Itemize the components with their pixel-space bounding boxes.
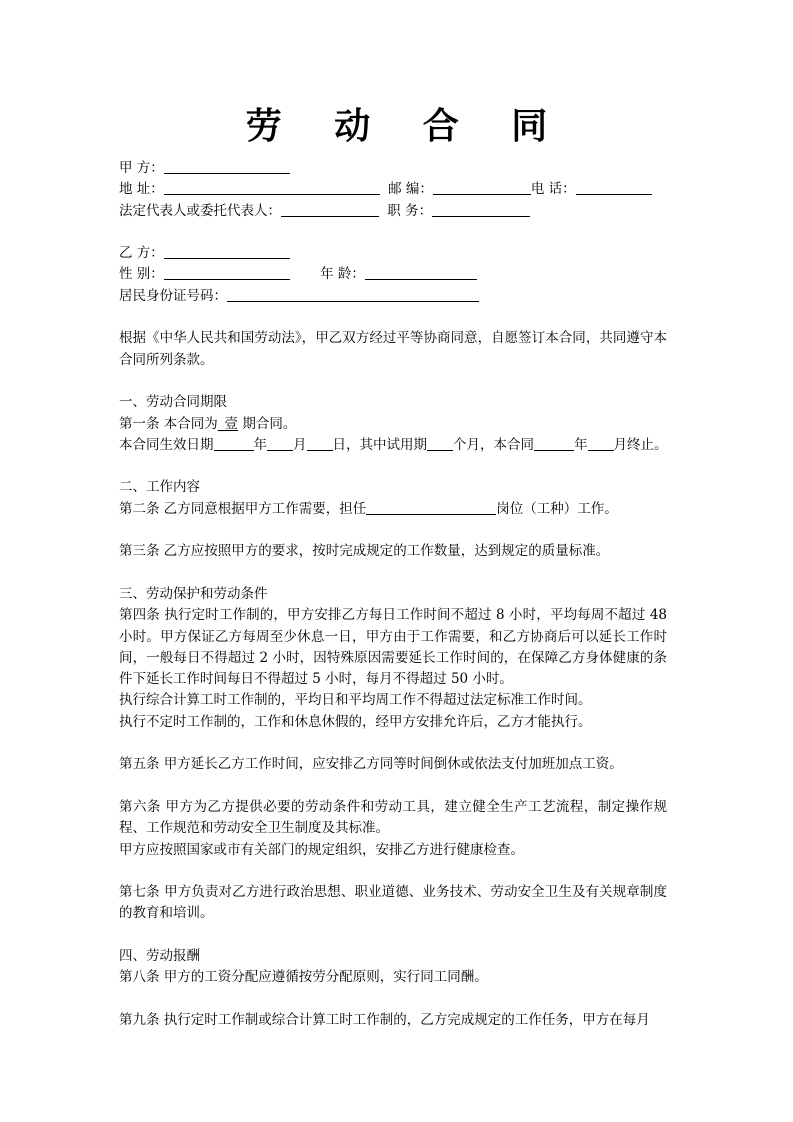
job-position-field[interactable] [366, 500, 496, 515]
party-b-line [119, 243, 667, 264]
article-4-flexible: 执行不定时工作制的，工作和休息休假的，经甲方安排允许后，乙方才能执行。 [119, 713, 592, 730]
position-field[interactable] [432, 202, 530, 217]
section-3-heading: 三、劳动保护和劳动条件 [119, 585, 268, 602]
probation-months-field[interactable] [427, 436, 453, 451]
section-1-heading: 一、劳动合同期限 [119, 394, 227, 411]
section-2-heading: 二、工作内容 [119, 479, 200, 496]
id-label: 居民身份证号码： [119, 287, 227, 304]
address-field[interactable] [164, 180, 380, 195]
gender-age-line [119, 264, 667, 285]
article-7: 第七条 甲方负责对乙方进行政治思想、职业道德、业务技术、劳动安全卫生及有关规章制度的教育和培训。 [119, 884, 667, 922]
article-9: 第九条 执行定时工作制或综合计算工时工作制的，乙方完成规定的工作任务，甲方在每月 [119, 1011, 650, 1028]
age-label: 年 龄： [320, 266, 365, 283]
article-4: 第四条 执行定时工作制的，甲方安排乙方每日工作时间不超过 8 小时，平均每周不超过 48 小时。甲方保证乙方每周至少休息一日，甲方由于工作需要，和乙方协商后可以延长工作时间，一般每日不得超过 2 小时，因特殊原因需要延长工作时间的，在保障乙方身体健康的条件下延长工作时间每日不得超过 5 小时，每月不得超过 50 小时。 [119, 607, 667, 688]
start-year-field[interactable] [214, 436, 254, 451]
postcode-label: 邮 编： [388, 181, 433, 198]
address-label: 地 址： [119, 181, 164, 198]
contract-term-value: _壹 [217, 415, 239, 432]
representative-field[interactable] [281, 202, 379, 217]
representative-line [119, 201, 667, 222]
party-a-field[interactable] [164, 159, 290, 174]
end-month-field[interactable] [588, 436, 614, 451]
address-line [119, 179, 667, 200]
party-a-line [119, 158, 667, 179]
party-b-field[interactable] [164, 244, 290, 259]
article-6: 第六条 甲方为乙方提供必要的劳动条件和劳动工具，建立健全生产工艺流程，制定操作规程、工作规范和劳动安全卫生制度及其标准。 [119, 798, 667, 837]
article-8: 第八条 甲方的工资分配应遵循按劳分配原则，实行同工同酬。 [119, 969, 488, 986]
id-line [119, 286, 667, 307]
start-day-field[interactable] [307, 436, 333, 451]
preamble: 根据《中华人民共和国劳动法》，甲乙双方经过平等协商同意，自愿签订本合同，共同遵守本合同所列条款。 [119, 330, 667, 368]
contract-body [119, 158, 667, 1031]
effective-date-line: 本合同生效日期 年 月 日，其中试用期 个月，本合同 年 月终止。 [119, 436, 668, 453]
article-1: 第一条 本合同为_壹 期合同。 [119, 415, 297, 432]
id-field[interactable] [227, 287, 479, 302]
article-5: 第五条 甲方延长乙方工作时间，应安排乙方同等时间倒休或依法支付加班加点工资。 [119, 756, 623, 773]
position-label: 职 务： [387, 202, 433, 219]
phone-field[interactable] [576, 180, 652, 195]
gender-field[interactable] [164, 265, 290, 280]
phone-label: 电 话： [530, 181, 576, 198]
article-2: 第二条 乙方同意根据甲方工作需要，担任 岗位（工种）工作。 [119, 500, 618, 517]
party-b-label: 乙 方： [119, 245, 164, 262]
gender-label: 性 别： [119, 266, 164, 283]
party-a-label: 甲 方： [119, 160, 164, 176]
section-4-heading: 四、劳动报酬 [119, 947, 200, 964]
end-year-field[interactable] [534, 436, 574, 451]
age-field[interactable] [365, 265, 477, 280]
postcode-field[interactable] [433, 180, 531, 195]
article-6-health-check: 甲方应按照国家或市有关部门的规定组织，安排乙方进行健康检查。 [119, 841, 524, 858]
representative-label: 法定代表人或委托代表人： [119, 202, 281, 219]
page-title: 劳 动 合 同 [245, 105, 568, 147]
article-3: 第三条 乙方应按照甲方的要求，按时完成规定的工作数量，达到规定的质量标准。 [119, 543, 610, 560]
article-4-comprehensive: 执行综合计算工时工作制的，平均日和平均周工作不得超过法定标准工作时间。 [119, 692, 592, 709]
start-month-field[interactable] [267, 436, 293, 451]
